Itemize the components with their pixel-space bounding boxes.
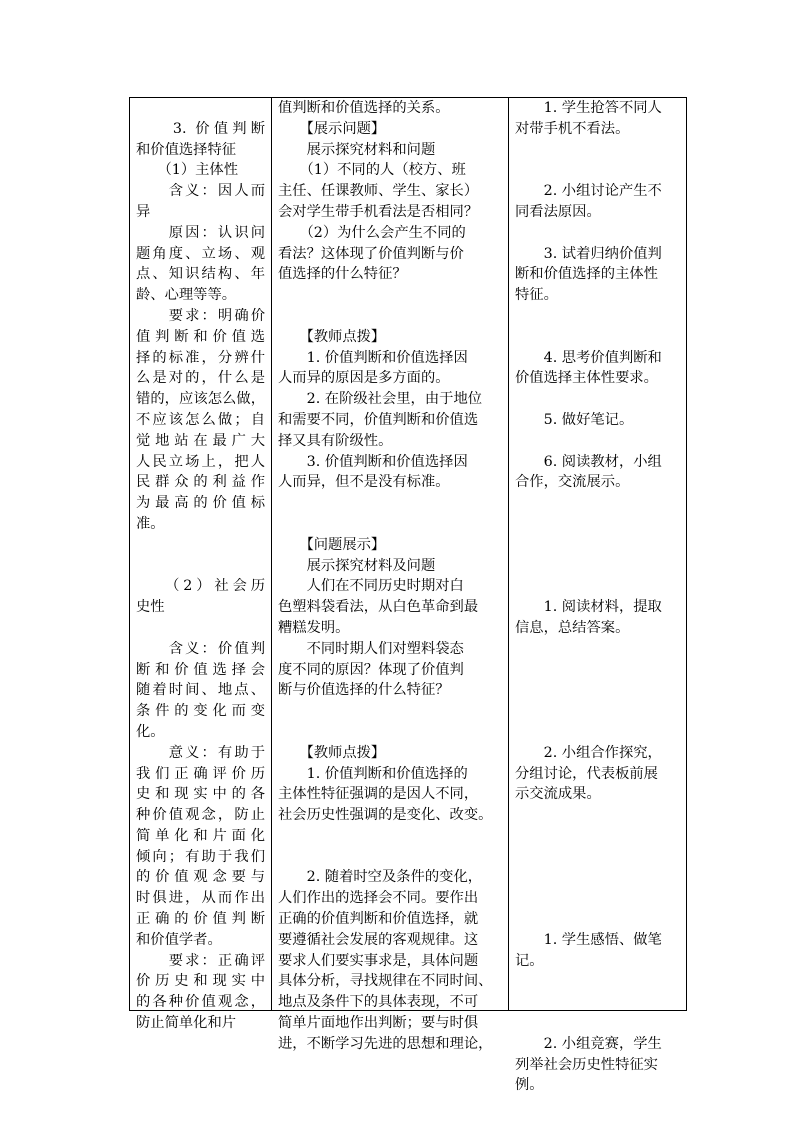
text-line (515, 160, 683, 181)
text-line: 人们作出的选择会不同。要作出 (278, 890, 479, 907)
text-line: 2. 小组讨论产生不 (515, 183, 662, 200)
text-line: 2. 小组合作探究， (515, 744, 662, 761)
text-line: 地点及条件下的具体表现，不可 (278, 994, 479, 1011)
text-line: 为最高的价值标 (136, 495, 265, 512)
text-line: 特征。 (515, 287, 558, 304)
text-line: 1. 学生抢答不同人 (515, 100, 662, 116)
text-line: 2. 小组竞赛，学生 (515, 1035, 662, 1052)
text-line (515, 431, 683, 452)
text-line: 主体性特征强调的是因人不同， (278, 786, 479, 803)
text-line (515, 1013, 683, 1034)
text-line (515, 909, 683, 930)
text-line: 价值选择主体性要求。 (515, 370, 658, 387)
text-line: 化。 (136, 723, 165, 740)
text-line (515, 971, 683, 992)
text-line (515, 493, 683, 514)
text-line (278, 493, 503, 514)
text-line: 2. 在阶级社会里，由于地位 (278, 391, 483, 408)
lesson-plan-table (129, 97, 687, 1094)
text-line: 的价值观念要与 (136, 869, 265, 886)
text-line: 【展示问题】 (278, 120, 386, 137)
text-line: 度不同的原因？体现了价值判 (278, 661, 464, 678)
text-line: （2）社会历 (136, 578, 265, 595)
text-line: 种价值观念，防止 (136, 807, 265, 824)
text-line (515, 722, 683, 743)
text-line (515, 556, 683, 577)
text-line: 原因：认识问 (136, 224, 265, 241)
text-line: 条件的变化而变 (136, 703, 265, 720)
text-line: 主任、任课教师、学生、家长） (278, 183, 479, 200)
student-activity-column (508, 98, 689, 1094)
text-line: 的各种价值观念， (136, 994, 265, 1011)
text-line: 价历史和现实中 (136, 973, 265, 990)
text-line: 要求：正确评 (136, 952, 265, 969)
text-line: 列举社会历史性特征实 (515, 1056, 658, 1073)
text-line: 展示探究材料和问题 (278, 141, 436, 158)
text-line: 4. 思考价值判断和 (515, 349, 662, 366)
text-line (515, 140, 683, 161)
text-line: 随着时间、地点、 (136, 682, 265, 699)
content-column (130, 98, 271, 1032)
text-line (278, 826, 503, 847)
text-line (515, 576, 683, 597)
text-line (515, 992, 683, 1013)
text-line: 觉地站在最广大 (136, 432, 265, 449)
text-line: 分组讨论，代表板前展 (515, 765, 658, 782)
text-line (515, 805, 683, 826)
text-line: 题角度、立场、观 (136, 245, 265, 262)
text-line (136, 556, 265, 577)
text-line (278, 701, 503, 722)
text-line: 示交流成果。 (515, 786, 601, 803)
text-line: 1. 价值判断和价值选择因 (278, 349, 468, 366)
text-line: 和价值选择特征 (136, 141, 237, 158)
text-line: 么是对的，什么是 (136, 370, 265, 387)
text-line (136, 618, 265, 639)
text-line: （1）不同的人（校方、班 (278, 162, 466, 179)
text-line: 正确的价值判断和价值选择，就 (278, 911, 479, 928)
text-line: 对带手机不看法。 (515, 120, 630, 137)
text-line (136, 535, 265, 556)
text-line: 错的，应该怎么做， (136, 391, 265, 408)
text-line: 意义：有助于 (136, 744, 265, 761)
text-line: 3. 价值判断和价值选择因 (278, 453, 468, 470)
text-line: （1）主体性 (136, 162, 239, 179)
teacher-activity-text (278, 98, 503, 1055)
text-line (278, 722, 503, 743)
text-line: 时俱进，从而作出 (136, 890, 265, 907)
text-line: 择的标准，分辨什 (136, 349, 265, 366)
text-line: 社会历史性强调的是变化、改变。 (278, 807, 493, 824)
text-line: 龄、心理等等。 (136, 287, 237, 304)
text-line: 要求：明确价 (136, 307, 265, 324)
student-activity-text (515, 98, 683, 1096)
text-line: 看法？这体现了价值判断与价 (278, 245, 464, 262)
text-line: 和价值学者。 (136, 931, 222, 948)
text-line: 人而异，但不是没有标准。 (278, 474, 450, 491)
text-line (136, 98, 265, 119)
text-line: 1. 阅读材料，提取 (515, 599, 662, 616)
text-line: 断与价值选择的什么特征？ (278, 682, 450, 699)
text-line: 值选择的什么特征？ (278, 266, 407, 283)
text-line: 断和价值选择会 (136, 661, 265, 678)
text-line: 择又具有阶级性。 (278, 432, 393, 449)
text-line: 例。 (515, 1077, 544, 1094)
text-line: 具体分析，寻找规律在不同时间、 (278, 973, 493, 990)
text-line: 防止简单化和片 (136, 1015, 237, 1032)
text-line (278, 306, 503, 327)
text-line (515, 514, 683, 535)
text-line: 展示探究材料及问题 (278, 557, 436, 574)
text-line: 断和价值选择的主体性 (515, 266, 658, 283)
text-line: 含义：因人而 (136, 183, 265, 200)
text-line: 要求人们要实事求是，具体问题 (278, 952, 479, 969)
text-line: 要遵循社会发展的客观规律。这 (278, 931, 479, 948)
text-line: 异 (136, 203, 151, 220)
text-line: 1. 价值判断和价值选择的 (278, 765, 468, 782)
text-line: 人们在不同历史时期对白 (278, 578, 464, 595)
text-line (515, 327, 683, 348)
text-line (515, 660, 683, 681)
text-line (278, 514, 503, 535)
text-line (278, 285, 503, 306)
text-line: 同看法原因。 (515, 203, 601, 220)
text-line (515, 888, 683, 909)
text-line: 信息，总结答案。 (515, 619, 630, 636)
text-line (515, 867, 683, 888)
text-line: 糟糕发明。 (278, 619, 350, 636)
content-text (136, 98, 265, 1034)
text-line: 值判断和价值选择的关系。 (278, 100, 450, 116)
text-line: 【教师点拨】 (278, 744, 386, 761)
text-line (515, 826, 683, 847)
text-line: 简单片面地作出判断；要与时俱 (278, 1015, 479, 1032)
teacher-activity-column (271, 98, 509, 1052)
text-line: 合作，交流展示。 (515, 474, 630, 491)
text-line (515, 535, 683, 556)
text-line (515, 639, 683, 660)
text-line: 值判断和价值选 (136, 328, 265, 345)
text-line (515, 306, 683, 327)
text-line (515, 701, 683, 722)
text-line: 人而异的原因是多方面的。 (278, 370, 450, 387)
text-line: 2. 随着时空及条件的变化， (278, 869, 483, 886)
text-line: 简单化和片面化 (136, 827, 265, 844)
text-line (515, 680, 683, 701)
text-line: 色塑料袋看法，从白色革命到最 (278, 599, 479, 616)
text-line: 民群众的利益作 (136, 474, 265, 491)
text-line: 3. 试着归纳价值判 (515, 245, 662, 262)
text-line: 正确的价值判断 (136, 911, 265, 928)
text-line (515, 223, 683, 244)
text-line: 3. 价值判断 (136, 120, 265, 137)
text-line (515, 389, 683, 410)
text-line: 【教师点拨】 (278, 328, 386, 345)
text-line (515, 847, 683, 868)
text-line: 进，不断学习先进的思想和理论， (278, 1035, 493, 1052)
text-line: 准。 (136, 515, 165, 532)
text-line: 1. 学生感悟、做笔 (515, 931, 662, 948)
text-line: 不应该怎么做；自 (136, 411, 265, 428)
text-line: 5. 做好笔记。 (515, 411, 634, 428)
text-line: 6. 阅读教材，小组 (515, 453, 662, 470)
text-line: 我们正确评价历 (136, 765, 265, 782)
text-line: 不同时期人们对塑料袋态 (278, 640, 464, 657)
text-line (278, 847, 503, 868)
text-line: 会对学生带手机看法是否相同？ (278, 203, 479, 220)
text-line: 【问题展示】 (278, 536, 386, 553)
text-line: 点、知识结构、年 (136, 266, 265, 283)
text-line: 史性 (136, 599, 165, 616)
text-line: 史和现实中的各 (136, 786, 265, 803)
text-line: 含义：价值判 (136, 640, 265, 657)
text-line: 倾向；有助于我们 (136, 848, 265, 865)
text-line: 记。 (515, 952, 544, 969)
text-line: 和需要不同，价值判断和价值选 (278, 411, 479, 428)
text-line: 人民立场上，把人 (136, 453, 265, 470)
text-line: （2）为什么会产生不同的 (278, 224, 466, 241)
